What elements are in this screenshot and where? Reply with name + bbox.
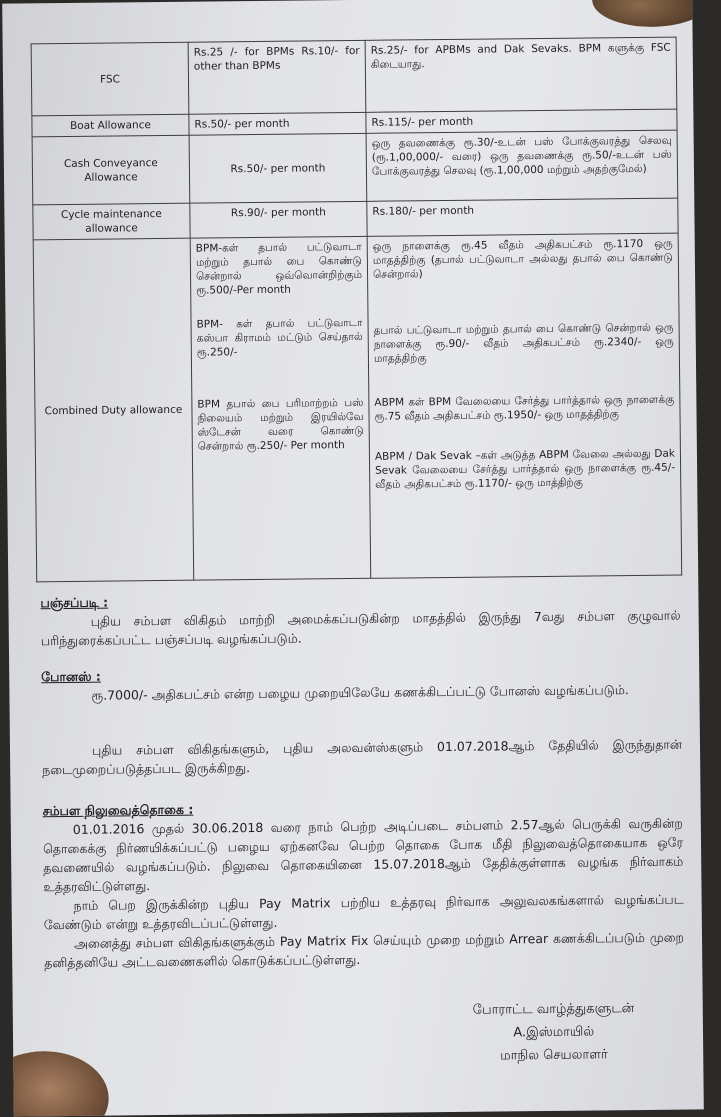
row-abpm: Rs.25/- for APBMs and Dak Sevaks. BPM களுக்கு FSC கிடையாது.: [365, 37, 677, 112]
table-row: [31, 37, 677, 116]
row-item: Boat Allowance: [32, 114, 189, 137]
arrears-section: [43, 795, 685, 973]
arrears-heading: சம்பள நிலுவைத்தொகை :: [42, 801, 194, 819]
row-bpm: Rs.50/- per month: [189, 112, 366, 135]
table-row: [32, 130, 678, 205]
table-row-combined: [33, 233, 682, 582]
bonus-section: [41, 661, 681, 706]
signature-block: [473, 997, 635, 1068]
signature-name: A.இஸ்மாயில்: [513, 1024, 595, 1041]
da-section: [40, 587, 681, 651]
bpm-item: BPM தபால் பை பரிமாற்றம் பஸ் நிலையம் மற்றும் இரயில்வே ஸ்டேசன் வரை கொண்டு சென்றால் ரூ.250/- Per month: [197, 396, 364, 453]
row-bpm: Rs.50/- per month: [189, 133, 367, 203]
da-text: புதிய சம்பள விகிதம் மாற்றி அமைக்கப்படுகின்ற மாதத்தில் இருந்து 7வது சம்பள குழுவால் பரிந்துரைக்கப்பட்ட பஞ்சப்படி வழங்கப்படும்.: [40, 607, 681, 649]
abpm-item: ABPM / Dak Sevak –கள் அடுத்த ABPM வேலை அல்லது Dak Sevak வேலையை சேர்த்து பார்த்தால் ஒரு நாளைக்கு ரூ.45/- வீதம் அதிகபட்சம் ரூ.1170/- ஒரு மாத்திற்கு: [374, 447, 676, 491]
arrears-paragraph: நாம் பெற இருக்கின்ற புதிய Pay Matrix பற்றிய உத்தரவு நிர்வாக அலுவலகங்களால் வழங்கப்பட வேண்டும் என்று உத்தரவிடப்பட்டுள்ளது.: [43, 891, 684, 933]
bonus-heading: போனஸ் :: [41, 668, 101, 685]
thumb-top-right: [592, 0, 704, 27]
effective-section: [42, 735, 682, 780]
bpm-item: BPM-கள் தபால் பட்டுவாடா மற்றும் தபால் பை கொண்டு சென்றால் ஒவ்வொன்றிற்கும் ரூ.500/-Per month: [195, 240, 363, 297]
row-item: Combined Duty allowance: [33, 238, 194, 582]
row-abpm: Rs.115/- per month: [366, 109, 677, 133]
effective-text: புதிய சம்பள விகிதங்களும், புதிய அலவன்ஸ்களும் 01.07.2018ஆம் தேதியில் இருந்துதான் நடைமுறைப்படுத்தப்பட இருக்கிறது.: [42, 736, 683, 778]
allowance-table: [31, 37, 683, 583]
document-page: [2, 0, 704, 1117]
row-item: Cycle maintenance allowance: [33, 203, 190, 240]
abpm-item: தபால் பட்டுவாடா மற்றும் தபால் பை கொண்டு சென்றால் ஒரு நாளைக்கு ரூ.90/- வீதம் அதிகபட்சம் ரூ.2340/- ஒரு மாதத்திற்கு: [373, 321, 674, 365]
row-abpm: ஒரு தவணைக்கு ரூ.30/-உடன் பஸ் போக்குவரத்து செலவு (ரூ.1,00,000/- வரை) ஒரு தவணைக்கு ரூ.50/-உடன் பஸ் போக்குவரத்து செலவு (ரூ.1,00,000 மற்றும் அதற்குமேல்): [366, 130, 678, 201]
bpm-item: BPM- கள் தபால் பட்டுவாடா கஸ்பா கிராமம் மட்டும் செய்தால் ரூ.250/-: [196, 316, 363, 359]
arrears-paragraph: 01.01.2016 முதல் 30.06.2018 வரை நாம் பெற்ற அடிப்படை சம்பளம் 2.57ஆல் பெருக்கி வருகின்ற தொகைக்கு நிர்ணயிக்கப்பட்டு பழைய ஏற்கனவே பெற்ற தொகை போக மீதி நிலுவைத்தொகையாக ஒரே தவணையில் வழங்கப்படும். நிலுவை தொகையினை 15.07.2018ஆம் தேதிக்குள்ளாக வழங்க நிர்வாகம் உத்தரவிட்டுள்ளது.: [42, 815, 684, 895]
row-abpm-combined: [367, 233, 682, 578]
row-bpm: Rs.90/- per month: [190, 201, 367, 238]
thumb-bottom-left: [2, 1051, 109, 1117]
row-bpm-combined: [190, 236, 371, 580]
row-bpm: Rs.25 /- for BPMs Rs.10/- for other than BPMs: [188, 40, 366, 114]
arrears-paragraph: அனைத்து சம்பள விகிதங்களுக்கும் Pay Matrix Fix செய்யும் முறை மற்றும் Arrear கணக்கிடப்படும் முறை தனித்தனியே அட்டவணைகளில் கொடுக்கப்பட்டுள்ளது.: [44, 929, 685, 971]
abpm-item: ஒரு நாளைக்கு ரூ.45 வீதம் அதிகபட்சம் ரூ.1170 ஒரு மாதத்திற்கு (தபால் பட்டுவாடா அல்லது தபால் பை கொண்டு சென்றால்): [372, 237, 673, 281]
row-item: Cash Conveyance Allowance: [32, 135, 190, 205]
da-heading: பஞ்சப்படி :: [40, 594, 109, 611]
signature-designation: மாநில செயலாளர்: [500, 1047, 608, 1064]
bonus-text: ரூ.7000/- அதிகபட்சம் என்ற பழைய முறையிலேயே கணக்கிடப்பட்டு போனஸ் வழங்கப்படும்.: [91, 682, 629, 703]
row-item: FSC: [31, 42, 189, 116]
abpm-item: ABPM கள் BPM வேலையை சேர்த்து பார்த்தால் ஒரு நாளைக்கு ரூ.75 வீதம் அதிகபட்சம் ரூ.1950/- ஒரு மாதத்திற்கு: [374, 393, 675, 423]
signature-greeting: போராட்ட வாழ்த்துகளுடன்: [472, 1001, 635, 1018]
row-abpm: Rs.180/- per month: [367, 198, 678, 236]
